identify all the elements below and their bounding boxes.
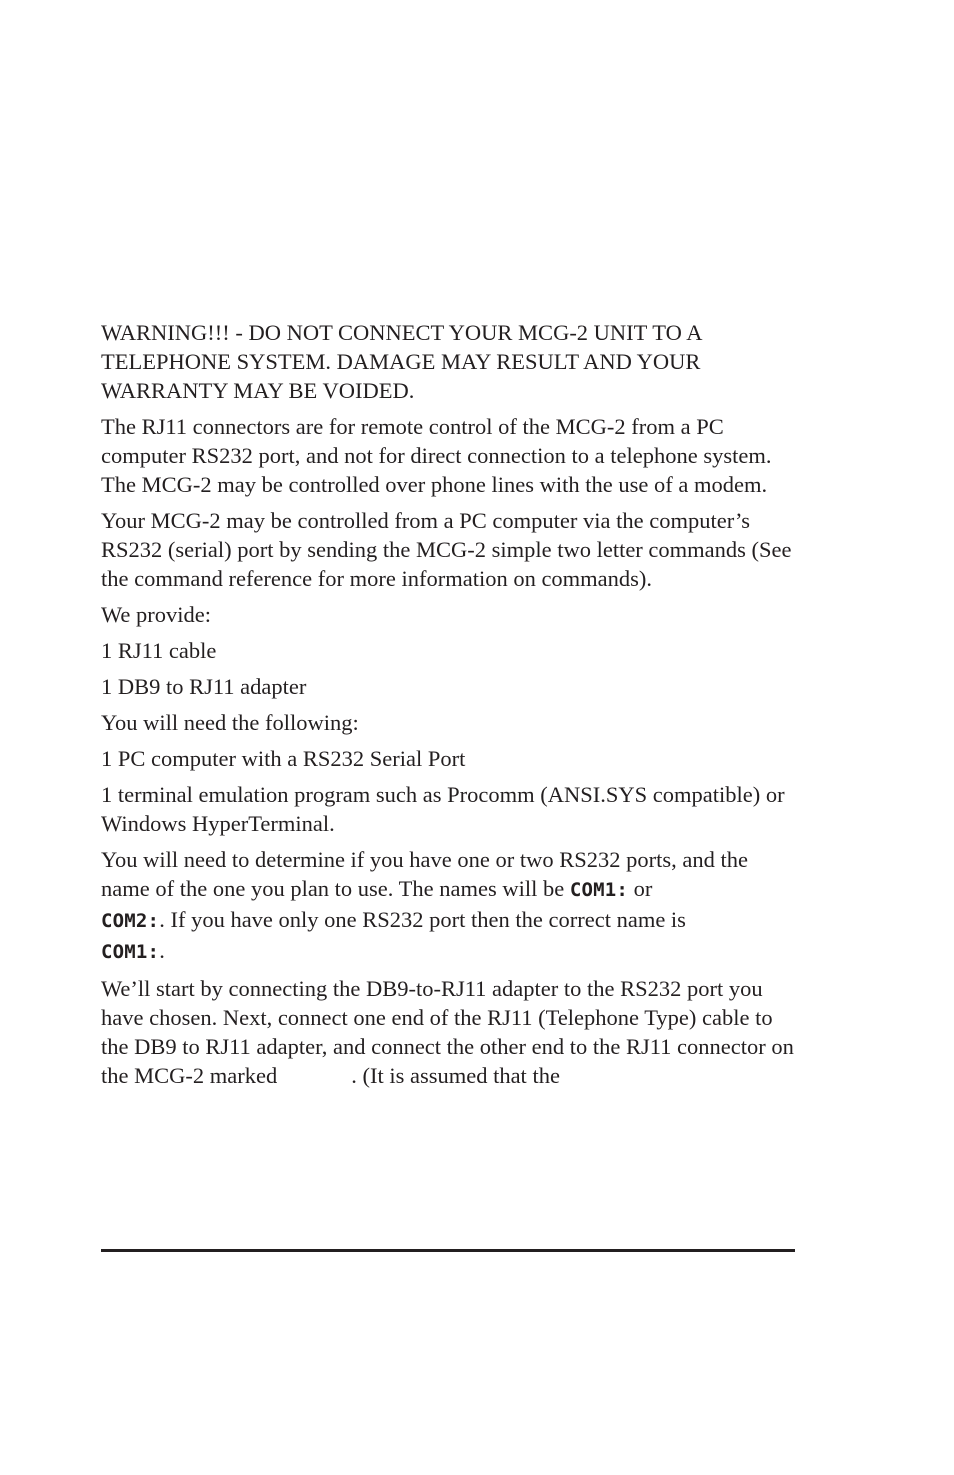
ports-text-1: You will need to determine if you have one or two RS232 ports, and the name of the one you plan to use. The names will be — [101, 847, 748, 901]
ports-paragraph — [101, 845, 801, 967]
connect-text-1: We’ll start by connecting the DB9-to-RJ11 adapter to the RS232 port you have chosen. Next, connect one end of the RJ11 (Telephone Type) cable to the DB9 to RJ11 adapter, and connect the other end to the RJ11 connector on the MCG-2 marked — [101, 976, 794, 1088]
needed-item-terminal-program: 1 terminal emulation program such as Procomm (ANSI.SYS compatible) or Windows HyperTerminal. — [101, 782, 785, 836]
ports-text-3: . If you have only one RS232 port then the correct name is — [159, 907, 686, 932]
we-provide-heading: We provide: — [101, 602, 212, 627]
com1-port-name-repeat: COM1: — [101, 941, 160, 963]
you-need-heading: You will need the following: — [101, 710, 359, 735]
provided-item-cable: 1 RJ11 cable — [101, 638, 217, 663]
warning-paragraph: WARNING!!! - DO NOT CONNECT YOUR MCG-2 UNIT TO A TELEPHONE SYSTEM. DAMAGE MAY RESULT AND YOUR WARRANTY MAY BE VOIDED. — [101, 320, 702, 403]
needed-item-pc: 1 PC computer with a RS232 Serial Port — [101, 746, 466, 771]
com1-port-name: COM1: — [569, 879, 629, 901]
com2-port-name: COM2: — [101, 910, 160, 932]
provided-item-adapter: 1 DB9 to RJ11 adapter — [101, 674, 307, 699]
footer-rule — [101, 1249, 795, 1252]
page-body — [101, 318, 801, 1097]
connect-text-2: . (It is assumed that the — [351, 1063, 560, 1088]
rj11-note-paragraph: The RJ11 connectors are for remote control of the MCG-2 from a PC computer RS232 port, and not for direct connection to a telephone system. The MCG-2 may be controlled over phone lines with the use of a modem. — [101, 414, 772, 497]
ports-text-4: . — [159, 938, 165, 963]
ports-text-2: or — [628, 876, 653, 901]
control-intro-paragraph: Your MCG-2 may be controlled from a PC computer via the computer’s RS232 (serial) port by sending the MCG-2 simple two letter commands (See the command reference for more information on commands). — [101, 508, 792, 591]
connect-paragraph — [101, 974, 801, 1090]
